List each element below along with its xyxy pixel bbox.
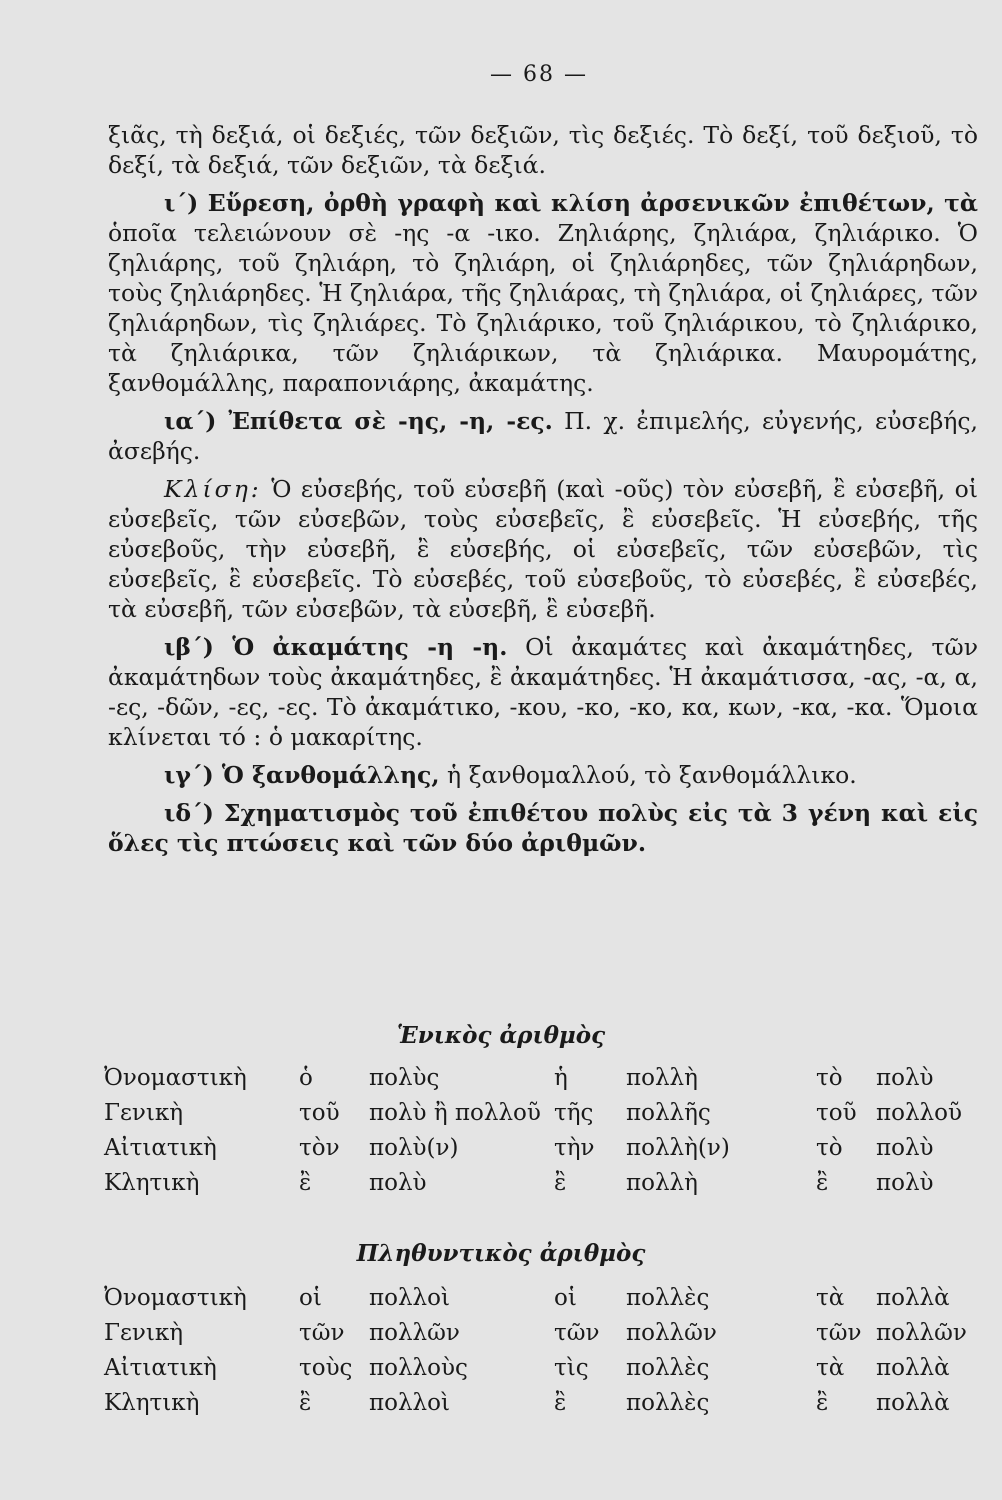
table-row [104,1385,976,1420]
article-masc: οἱ [299,1284,322,1311]
case-label: Γενικὴ [104,1319,184,1346]
article-masc: ὁ [299,1064,313,1091]
case-label: Κλητικὴ [104,1169,200,1196]
paragraph-iota-alpha [108,406,978,466]
form-masc: πολλοὶ [369,1284,450,1311]
table-row [104,1130,976,1165]
section-iota-gamma-text: ἡ ξανθομαλλού, τὸ ξανθομάλλικο. [447,761,857,789]
article-neut: ἒ [816,1169,829,1196]
case-label: Αἰτιατικὴ [104,1134,217,1161]
table-row [104,1060,976,1095]
section-iota-alpha-heading: ια΄) Ἐπίθετα σὲ -ης, -η, -ες. [164,407,553,435]
article-fem: τὶς [554,1354,589,1381]
article-masc: τὸν [299,1134,340,1161]
paragraph-1: ξιᾶς, τὴ δεξιά, οἱ δεξιές, τῶν δεξιῶν, τὶς δεξιές. Τὸ δεξί, τοῦ δεξιοῦ, τὸ δεξί, τὰ δεξιά, τῶν δεξιῶν, τὰ δεξιά. [108,121,978,179]
article-neut: ἒ [816,1389,829,1416]
form-neut: πολὺ [876,1064,934,1091]
form-fem: πολλὲς [626,1389,710,1416]
article-masc: ἒ [299,1389,312,1416]
article-neut: τὸ [816,1064,843,1091]
article-masc: τῶν [299,1319,345,1346]
form-neut: πολλοῦ [876,1099,962,1126]
case-label: Αἰτιατικὴ [104,1354,217,1381]
table-row [104,1280,976,1315]
article-fem: τὴν [554,1134,595,1161]
form-neut: πολλὰ [876,1389,950,1416]
article-fem: ἒ [554,1169,567,1196]
form-fem: πολλὴ [626,1169,698,1196]
article-fem: τῆς [554,1099,594,1126]
article-masc: τοὺς [299,1354,353,1381]
table-row [104,1165,976,1200]
section-iota-heading: ι΄) Εὕρεση, ὀρθὴ γραφὴ καὶ κλίση ἀρσενικῶν ἐπιθέτων, τὰ [164,189,978,217]
form-neut: πολὺ [876,1169,934,1196]
section-iota-text: ὁποῖα τελειώνουν σὲ -ης -α -ικο. Ζηλιάρης, ζηλιάρα, ζηλιάρικο. Ὁ ζηλιάρης, τοῦ ζηλιάρη, τὸ ζηλιάρη, οἱ ζηλιάρηδες, τῶν ζηλιάρηδων, τοὺς ζηλιάρηδες. Ἡ ζηλιάρα, τῆς ζηλιάρας, τὴ ζηλιάρα, οἱ ζηλιάρες, τῶν ζηλιάρηδων, τὶς ζηλιάρες. Τὸ ζηλιάρικο, τοῦ ζηλιάρικου, τὸ ζηλιάρικο, τὰ ζηλιάρικα, τῶν ζηλιάρικων, τὰ ζηλιάρικα. Μαυρομάτης, ξανθομάλλης, παραπονιάρης, ἀκαμάτης. [108,219,978,397]
table-row [104,1095,976,1130]
article-masc: τοῦ [299,1099,340,1126]
paragraph-iota-delta: ιδ΄) Σχηματισμὸς τοῦ ἐπιθέτου πολὺς εἰς τὰ 3 γένη καὶ εἰς ὅλες τὶς πτώσεις καὶ τῶν δύο ἀριθμῶν. [108,799,978,857]
section-iota-gamma-heading: ιγ΄) Ὁ ξανθομάλλης, [164,761,440,789]
case-label: Ὀνομαστικὴ [104,1284,247,1311]
form-fem: πολλῆς [626,1099,711,1126]
form-fem: πολλὴ [626,1064,698,1091]
form-masc: πολὺ(ν) [369,1134,459,1161]
section-iota-alpha-text: Π. χ. ἐπιμελής, εὐγενής, εὐσεβής, ἀσεβής. [108,407,978,465]
plural-heading: Πληθυντικὸς ἀριθμὸς [356,1240,646,1267]
form-neut: πολλὰ [876,1284,950,1311]
form-masc: πολὺ ἢ πολλοῦ [369,1099,541,1126]
paragraph-klisi [108,474,978,624]
singular-table [104,1060,976,1200]
form-masc: πολλοὺς [369,1354,468,1381]
form-masc: πολλῶν [369,1319,460,1346]
paragraph-iota-beta [108,632,978,752]
form-fem: πολλὴ(ν) [626,1134,730,1161]
paragraph-iota-gamma [108,760,978,790]
case-label: Κλητικὴ [104,1389,200,1416]
form-fem: πολλὲς [626,1354,710,1381]
form-neut: πολλῶν [876,1319,967,1346]
case-label: Γενικὴ [104,1099,184,1126]
form-fem: πολλῶν [626,1319,717,1346]
case-label: Ὀνομαστικὴ [104,1064,247,1091]
singular-heading: Ἑνικὸς ἀριθμὸς [396,1022,606,1049]
form-masc: πολὺς [369,1064,440,1091]
page-number: — 68 — [490,62,588,87]
form-masc: πολλοὶ [369,1389,450,1416]
form-masc: πολὺ [369,1169,427,1196]
article-fem: τῶν [554,1319,600,1346]
plural-table [104,1280,976,1420]
section-iota-beta-heading: ιβ΄) Ὁ ἀκαμάτης -η -η. [164,633,508,661]
form-fem: πολλὲς [626,1284,710,1311]
body-text [108,120,978,858]
article-neut: τοῦ [816,1099,857,1126]
paragraph-iota [108,188,978,398]
article-neut: τὰ [816,1354,845,1381]
article-neut: τὸ [816,1134,843,1161]
form-neut: πολὺ [876,1134,934,1161]
section-iota-beta-text: Οἱ ἀκαμάτες καὶ ἀκαμάτηδες, τῶν ἀκαμάτηδων τοὺς ἀκαμάτηδες, ἒ ἀκαμάτηδες. Ἡ ἀκαμάτισσα, -ας, -α, α, -ες, -δῶν, -ες, -ες. Τὸ ἀκαμάτικο, -κου, -κο, -κο, κα, κων, -κα, -κα. Ὅμοια κλίνεται τό : ὁ μακαρίτης. [108,633,978,751]
article-neut: τῶν [816,1319,862,1346]
article-fem: οἱ [554,1284,577,1311]
article-fem: ἒ [554,1389,567,1416]
article-neut: τὰ [816,1284,845,1311]
table-row [104,1315,976,1350]
klisi-text: Ὁ εὐσεβής, τοῦ εὐσεβῆ (καὶ -οῦς) τὸν εὐσεβῆ, ἒ εὐσεβῆ, οἱ εὐσεβεῖς, τῶν εὐσεβῶν, τοὺς εὐσεβεῖς, ἒ εὐσεβεῖς. Ἡ εὐσεβής, τῆς εὐσεβοῦς, τὴν εὐσεβῆ, ἒ εὐσεβής, οἱ εὐσεβεῖς, τῶν εὐσεβῶν, τὶς εὐσεβεῖς, ἒ εὐσεβεῖς. Τὸ εὐσεβές, τοῦ εὐσεβοῦς, τὸ εὐσεβές, ἒ εὐσεβές, τὰ εὐσεβῆ, τῶν εὐσεβῶν, τὰ εὐσεβῆ, ἒ εὐσεβῆ. [108,475,978,623]
form-neut: πολλὰ [876,1354,950,1381]
table-row [104,1350,976,1385]
klisi-label: Κλίση: [164,475,262,503]
article-fem: ἡ [554,1064,568,1091]
article-masc: ἒ [299,1169,312,1196]
